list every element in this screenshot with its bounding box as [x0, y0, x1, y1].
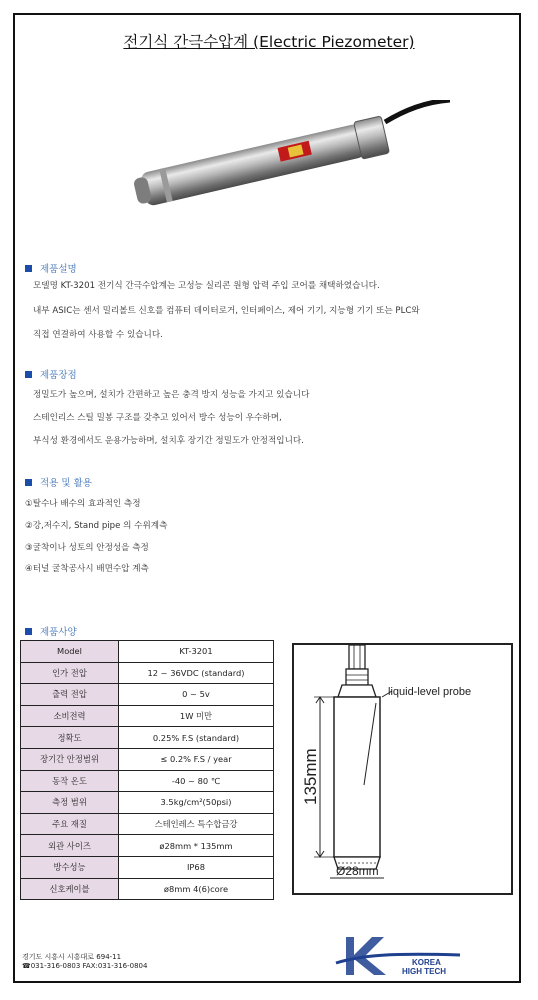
- technical-drawing: [292, 643, 513, 895]
- application-item: ③굴착이나 성토의 안정성을 측정: [25, 543, 149, 553]
- footer-address: 경기도 시흥시 시흥대로 694-11: [22, 953, 122, 961]
- probe-drawing: [294, 645, 511, 893]
- table-row: 출력 전압 0 ~ 5v: [21, 684, 274, 706]
- table-row: 인가 전압 12 ~ 36VDC (standard): [21, 662, 274, 684]
- application-item: ②강,저수지, Stand pipe 의 수위계측: [25, 521, 168, 531]
- section-heading-specs: 제품사양: [25, 624, 77, 638]
- table-row: 동작 온도 -40 ~ 80 ℃: [21, 770, 274, 792]
- diameter-label: Ø28mm: [336, 864, 379, 878]
- page-title: 전기식 간극수압계 (Electric Piezometer): [123, 33, 415, 51]
- company-logo: [332, 935, 462, 977]
- table-row: 측정 범위 3.5kg/cm²(50psi): [21, 792, 274, 814]
- bullet-square-icon: [25, 265, 32, 272]
- description-line: 내부 ASIC는 센서 밀리볼트 신호를 컴퓨터 데이터로거, 인터페이스, 제어 기기, 지능형 기기 또는 PLC와: [33, 306, 420, 316]
- table-row: 소비전력 1W 미만: [21, 705, 274, 727]
- description-line: 모델명 KT-3201 전기식 간극수압계는 고성능 실리콘 원형 압력 주입 코어를 채택하였습니다.: [33, 281, 380, 291]
- application-item: ④터널 굴착공사시 배면수압 계측: [25, 564, 149, 574]
- bullet-square-icon: [25, 371, 32, 378]
- logo-line1: KOREA: [412, 958, 441, 967]
- logo-line2: HIGH TECH: [402, 967, 446, 976]
- description-line: 직접 연결하여 사용할 수 있습니다.: [33, 330, 163, 340]
- table-row: 주요 재질 스테인레스 특수합금강: [21, 813, 274, 835]
- section-heading-description: 제품설명: [25, 261, 77, 275]
- feature-line: 스테인리스 스틸 밀봉 구조를 갖추고 있어서 방수 성능이 우수하며,: [33, 413, 282, 423]
- feature-line: 정밀도가 높으며, 설치가 간편하고 높은 충격 방지 성능을 가지고 있습니다: [33, 390, 310, 400]
- product-photo: [120, 100, 450, 220]
- footer-contact: ☎031-316-0803 FAX:031-316-0804: [22, 962, 148, 970]
- table-row: Model KT-3201: [21, 641, 274, 663]
- table-row: 정확도 0.25% F.S (standard): [21, 727, 274, 749]
- table-row: 장기간 안정범위 ≤ 0.2% F.S / year: [21, 748, 274, 770]
- spec-table: [20, 640, 274, 900]
- section-heading-features: 제품장점: [25, 367, 77, 381]
- application-item: ①탈수나 배수의 효과적인 측정: [25, 499, 141, 509]
- table-row: 신호케이블 ø8mm 4(6)core: [21, 878, 274, 900]
- section-heading-applications: 적용 및 활용: [25, 475, 92, 489]
- bullet-square-icon: [25, 628, 32, 635]
- table-row: 외관 사이즈 ø28mm * 135mm: [21, 835, 274, 857]
- probe-label: liquid-level probe: [388, 686, 472, 698]
- table-row: 방수성능 IP68: [21, 856, 274, 878]
- length-label: 135mm: [301, 748, 320, 805]
- feature-line: 부식성 환경에서도 운용가능하며, 설치후 장기간 정밀도가 안정적입니다.: [33, 436, 304, 446]
- bullet-square-icon: [25, 479, 32, 486]
